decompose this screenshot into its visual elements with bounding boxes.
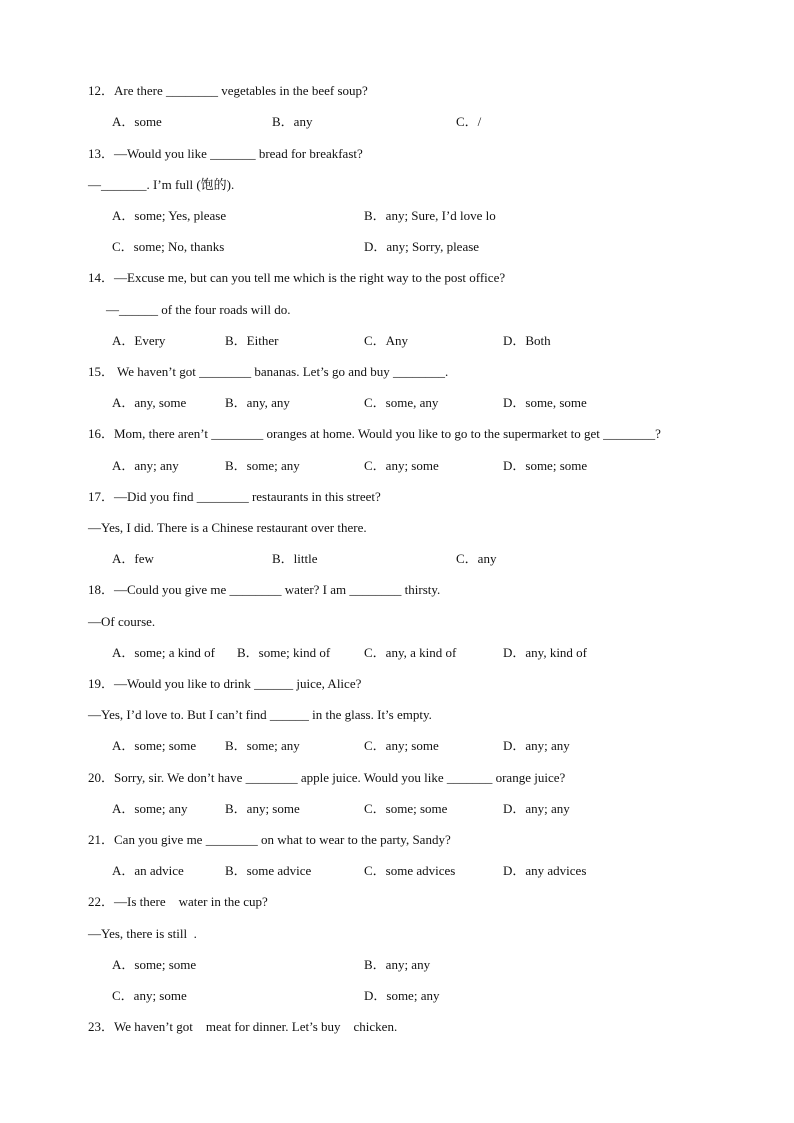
option-21-a: A．an advice	[112, 863, 184, 878]
option-14-c: C．Any	[364, 333, 409, 348]
option-20-a: A．some; any	[112, 801, 188, 816]
option-15-b: B．any, any	[225, 395, 290, 410]
option-13-a: A．some; Yes, please	[112, 208, 227, 223]
option-12-c: C．/	[456, 114, 482, 129]
option-14-a: A．Every	[112, 333, 166, 348]
question-18-stem: 18．—Could you give me ________ water? I am ________ thirsty.	[88, 582, 441, 597]
option-16-a: A．any; any	[112, 458, 179, 473]
option-21-b: B．some advice	[225, 863, 312, 878]
option-19-b: B．some; any	[225, 738, 300, 753]
option-16-d: D．some; some	[503, 458, 588, 473]
question-17-reply: —Yes, I did. There is a Chinese restaurant over there.	[88, 520, 367, 535]
question-16-stem: 16．Mom, there aren’t ________ oranges at home. Would you like to go to the supermarket to get ________?	[88, 426, 661, 441]
option-22-b: B．any; any	[364, 957, 431, 972]
question-19-reply: —Yes, I’d love to. But I can’t find ______ in the glass. It’s empty.	[88, 707, 432, 722]
question-12-stem: 12．Are there ________ vegetables in the beef soup?	[88, 83, 368, 98]
option-14-d: D．Both	[503, 333, 551, 348]
question-14-reply: —______ of the four roads will do.	[106, 302, 291, 317]
question-19-stem: 19．—Would you like to drink ______ juice, Alice?	[88, 676, 362, 691]
option-13-b: B．any; Sure, I’d love lo	[364, 208, 496, 223]
question-14-stem: 14．—Excuse me, but can you tell me which is the right way to the post office?	[88, 270, 506, 285]
question-21-stem: 21．Can you give me ________ on what to wear to the party, Sandy?	[88, 832, 451, 847]
question-20-stem: 20．Sorry, sir. We don’t have ________ apple juice. Would you like _______ orange juice?	[88, 770, 566, 785]
question-17-stem: 17．—Did you find ________ restaurants in this street?	[88, 489, 381, 504]
option-18-c: C．any, a kind of	[364, 645, 457, 660]
option-20-b: B．any; some	[225, 801, 300, 816]
option-18-b: B．some; kind of	[237, 645, 331, 660]
option-19-c: C．any; some	[364, 738, 439, 753]
option-21-d: D．any advices	[503, 863, 587, 878]
option-22-d: D．some; any	[364, 988, 440, 1003]
option-15-a: A．any, some	[112, 395, 187, 410]
option-22-c: C．any; some	[112, 988, 187, 1003]
option-17-b: B．little	[272, 551, 318, 566]
question-13-reply: —_______. I’m full (饱的).	[88, 177, 235, 192]
option-16-b: B．some; any	[225, 458, 300, 473]
option-12-a: A．some	[112, 114, 162, 129]
option-13-d: D．any; Sorry, please	[364, 239, 480, 254]
question-22-stem: 22．—Is there water in the cup?	[88, 894, 268, 909]
question-15-stem: 15． We haven’t got ________ bananas. Let’s go and buy ________.	[88, 364, 449, 379]
option-16-c: C．any; some	[364, 458, 439, 473]
option-17-c: C．any	[456, 551, 497, 566]
option-12-b: B．any	[272, 114, 313, 129]
option-14-b: B．Either	[225, 333, 279, 348]
question-18-reply: —Of course.	[88, 614, 156, 629]
option-21-c: C．some advices	[364, 863, 456, 878]
option-18-d: D．any, kind of	[503, 645, 588, 660]
option-13-c: C．some; No, thanks	[112, 239, 225, 254]
option-15-c: C．some, any	[364, 395, 439, 410]
option-15-d: D．some, some	[503, 395, 587, 410]
question-13-stem: 13．—Would you like _______ bread for breakfast?	[88, 146, 363, 161]
option-20-d: D．any; any	[503, 801, 570, 816]
option-18-a: A．some; a kind of	[112, 645, 215, 660]
option-20-c: C．some; some	[364, 801, 448, 816]
question-23-stem: 23．We haven’t got meat for dinner. Let’s buy chicken.	[88, 1019, 398, 1034]
question-22-reply: —Yes, there is still .	[88, 926, 197, 941]
option-22-a: A．some; some	[112, 957, 197, 972]
option-19-d: D．any; any	[503, 738, 570, 753]
option-17-a: A．few	[112, 551, 154, 566]
option-19-a: A．some; some	[112, 738, 197, 753]
